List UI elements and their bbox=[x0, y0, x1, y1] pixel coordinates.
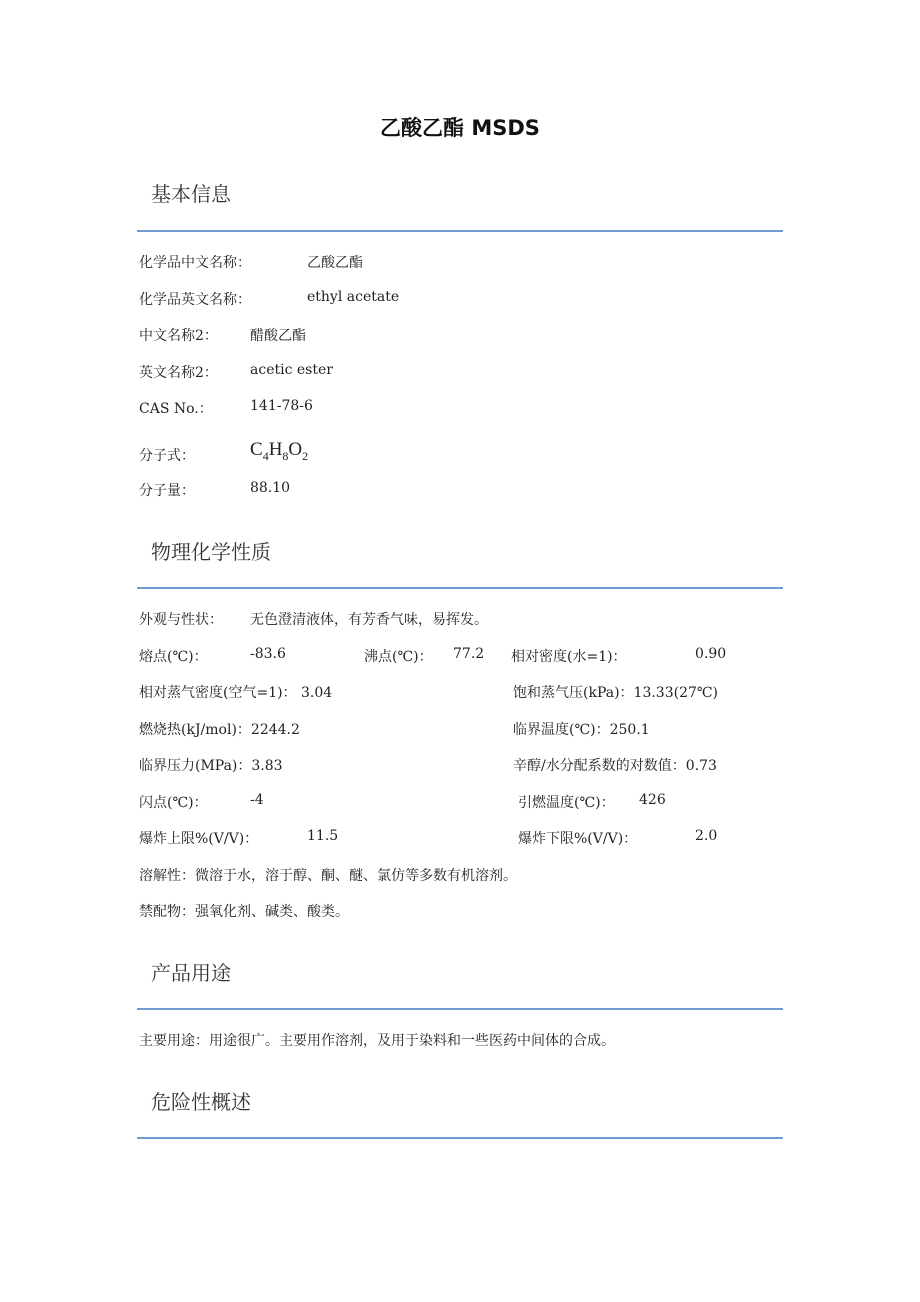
cas-label: CAS No.： bbox=[139, 401, 213, 417]
cn-name2-label: 中文名称2： bbox=[139, 328, 218, 344]
explosion-upper-label: 爆炸上限%(V/V)： bbox=[139, 831, 259, 847]
log-kow: 辛醇/水分配系数的对数值：0.73 bbox=[513, 758, 717, 774]
boiling-point-value: 77.2 bbox=[453, 646, 485, 662]
explosion-lower-value: 2.0 bbox=[695, 828, 718, 844]
en-name2-label: 英文名称2： bbox=[139, 365, 218, 381]
ignition-temp-value: 426 bbox=[639, 792, 666, 808]
incompatible-materials: 禁配物：强氧化剂、碱类、酸类。 bbox=[139, 904, 349, 920]
flash-point-value: -4 bbox=[250, 792, 264, 808]
vapor-pressure: 饱和蒸气压(kPa)：13.33(27℃) bbox=[513, 685, 719, 701]
explosion-upper-value: 11.5 bbox=[307, 828, 339, 844]
critical-pressure: 临界压力(MPa)：3.83 bbox=[139, 758, 283, 774]
page-title: 乙酸乙酯 MSDS bbox=[380, 116, 540, 140]
section-heading-basic-info: 基本信息 bbox=[151, 182, 231, 206]
en-name-label: 化学品英文名称： bbox=[139, 292, 251, 308]
melting-point-value: -83.6 bbox=[250, 646, 286, 662]
section-heading-hazard: 危险性概述 bbox=[151, 1090, 251, 1114]
critical-temperature: 临界温度(℃)：250.1 bbox=[513, 722, 650, 738]
section-heading-usage: 产品用途 bbox=[151, 961, 231, 985]
section-divider bbox=[137, 1008, 783, 1010]
cn-name-label: 化学品中文名称： bbox=[139, 255, 251, 271]
boiling-point-label: 沸点(℃)： bbox=[364, 649, 433, 665]
solubility: 溶解性：微溶于水，溶于醇、酮、醚、氯仿等多数有机溶剂。 bbox=[139, 868, 517, 884]
appearance-value: 无色澄清液体，有芳香气味，易挥发。 bbox=[250, 612, 488, 628]
section-divider bbox=[137, 230, 783, 232]
section-divider bbox=[137, 587, 783, 589]
cas-value: 141-78-6 bbox=[250, 398, 313, 414]
main-usage: 主要用途：用途很广。主要用作溶剂，及用于染料和一些医药中间体的合成。 bbox=[139, 1033, 615, 1049]
relative-density-label: 相对密度(水=1)： bbox=[511, 649, 627, 665]
en-name2-value: acetic ester bbox=[250, 362, 333, 378]
molecular-formula: $C_4H_8O_2$ bbox=[250, 439, 309, 463]
section-divider bbox=[137, 1137, 783, 1139]
cn-name-value: 乙酸乙酯 bbox=[307, 255, 363, 271]
melting-point-label: 熔点(℃)： bbox=[139, 649, 208, 665]
explosion-lower-label: 爆炸下限%(V/V)： bbox=[518, 831, 638, 847]
formula-label: 分子式： bbox=[139, 448, 195, 464]
appearance-label: 外观与性状： bbox=[139, 612, 223, 628]
ignition-temp-label: 引燃温度(℃)： bbox=[518, 795, 615, 811]
en-name-value: ethyl acetate bbox=[307, 289, 400, 305]
cn-name2-value: 醋酸乙酯 bbox=[250, 328, 306, 344]
relative-density-value: 0.90 bbox=[695, 646, 727, 662]
combustion-heat: 燃烧热(kJ/mol)：2244.2 bbox=[139, 722, 300, 738]
mw-label: 分子量： bbox=[139, 483, 195, 499]
mw-value: 88.10 bbox=[250, 480, 291, 496]
flash-point-label: 闪点(℃)： bbox=[139, 795, 208, 811]
vapor-density: 相对蒸气密度(空气=1)： 3.04 bbox=[139, 685, 333, 701]
section-heading-physchem: 物理化学性质 bbox=[151, 540, 271, 564]
